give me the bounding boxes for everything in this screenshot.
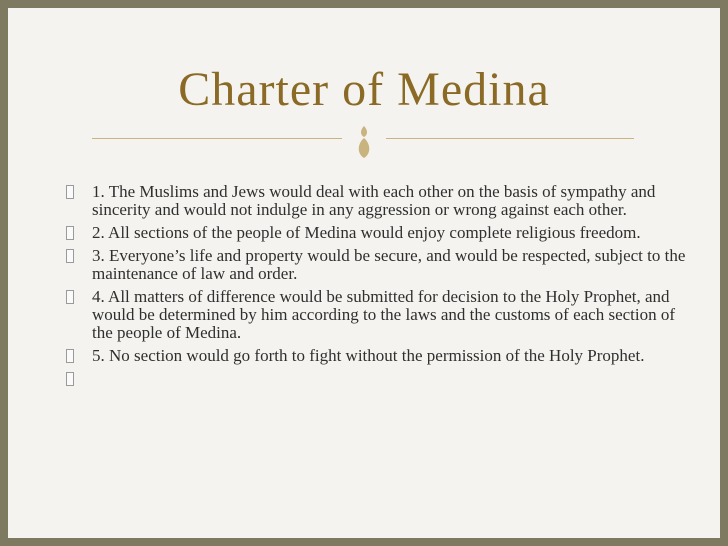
bullet-text: 3. Everyone’s life and property would be secure, and would be respected, subject to the maintenance of law and order. [92,246,686,283]
title-divider-right [386,138,634,139]
bullet-text: 2. All sections of the people of Medina would enjoy complete religious freedom. [92,223,641,242]
square-bullet-icon [66,226,74,240]
list-item [66,347,686,365]
list-item [66,288,686,342]
stacked-droplets-icon [354,125,374,161]
square-bullet-icon [66,185,74,199]
square-bullet-icon [66,349,74,363]
slide-title: Charter of Medina [178,63,550,116]
square-bullet-icon [66,372,74,386]
list-item [66,247,686,283]
square-bullet-icon [66,290,74,304]
title-divider-left [92,138,342,139]
list-item [66,224,686,242]
bullet-text: 1. The Muslims and Jews would deal with each other on the basis of sympathy and sincerity and would not indulge in any aggression or wrong against each other. [92,182,656,219]
bullet-list [66,183,686,370]
bullet-text: 4. All matters of difference would be submitted for decision to the Holy Prophet, and would be determined by him according to the laws and the customs of each section of the people of Medina. [92,287,676,342]
square-bullet-icon [66,249,74,263]
list-item [66,183,686,219]
bullet-text: 5. No section would go forth to fight without the permission of the Holy Prophet. [92,346,645,365]
